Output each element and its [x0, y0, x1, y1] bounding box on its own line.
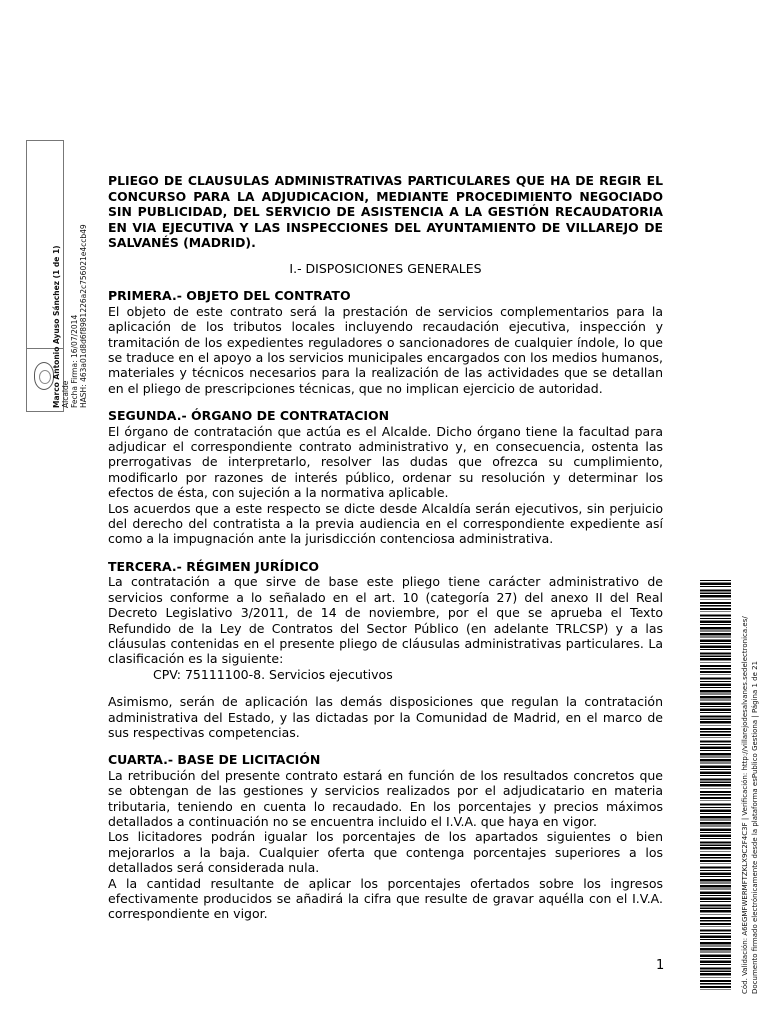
signature-stamp-text: [52, 142, 88, 408]
barcode-icon: [700, 580, 731, 992]
clause-paragraph: Asimismo, serán de aplicación las demás disposiciones que regulan la contratación administrativa del Estado, y las dictadas por la Comunidad de Madrid, en el marco de sus respectivas competencias.: [108, 694, 663, 740]
clause-paragraph: Los acuerdos que a este respecto se dicte desde Alcaldía serán ejecutivos, sin perjuicio del derecho del contratista a la previa audiencia en el correspondiente expediente así como a la impugnación ante la jurisdicción contenciosa administrativa.: [108, 500, 663, 547]
municipal-seal-icon: [34, 362, 54, 390]
clause-paragraph: La contratación a que sirve de base este pliego tiene carácter administrativo de servicios conforme a lo señalado en el art. 10 (categoría 27) del anexo II del Real Decreto Legislativo 3/2011, de 14 de noviembre, por el que se aprueba el Texto Refundido de la Ley de Contratos del Sector Público (en adelante TRLCSP) y a las cláusulas contenidas en el presente pliego de cláusulas administrativas particulares. La clasificación es la siguiente:: [108, 574, 663, 667]
document-body: [108, 173, 663, 922]
clause-heading-tercera: TERCERA.- RÉGIMEN JURÍDICO: [108, 558, 319, 574]
verification-line-1: Cód. Validación: A6EGMFWERMFTZKLX9C2F4C3F | Verificación: http://villarejodesalvanes.sedelectronica.es/: [741, 616, 749, 994]
cpv-code: CPV: 75111100-8. Servicios ejecutivos: [153, 666, 393, 682]
clause-heading-primera: PRIMERA.- OBJETO DEL CONTRATO: [108, 288, 351, 304]
signer-role: Alcalde: [61, 380, 70, 408]
signer-name: Marco Antonio Ayuso Sánchez (1 de 1): [52, 245, 61, 408]
clause-paragraph: Los licitadores podrán igualar los porcentajes de los apartados siguientes o bien mejorarlos a la baja. Cualquier oferta que contenga porcentajes superiores a los detallados será considerada nula.: [108, 829, 663, 876]
clause-paragraph: La retribución del presente contrato estará en función de los resultados concretos que se obtengan de las gestiones y servicios realizados por el adjudicatario en materia tributaria, teniendo en cuenta lo recaudado. En los porcentajes y precios máximos detallados a continuación no se encuentra incluido el I.V.A. que haya en vigor.: [108, 767, 663, 829]
clause-paragraph: A la cantidad resultante de aplicar los porcentajes ofertados sobre los ingresos efectivamente producidos se añadirá la cifra que resulte de gravar aquélla con el I.V.A. correspondiente en vigor.: [108, 875, 663, 922]
verification-text: [741, 580, 765, 994]
sign-date: Fecha Firma: 16/07/2014: [70, 314, 79, 408]
section-heading: I.- DISPOSICIONES GENERALES: [289, 260, 482, 276]
clause-heading-cuarta: CUARTA.- BASE DE LICITACIÓN: [108, 752, 321, 768]
clause-paragraph: El objeto de este contrato será la prestación de servicios complementarios para la aplicación de los tributos locales incluyendo recaudación ejecutiva, inspección y tramitación de los expedientes reguladores o sancionadores de cualquier índole, lo que se traduce en el apoyo a los servicios municipales encargados con los medios humanos, materiales y técnicos necesarios para la realización de las actividades que se detallan en el pliego de prescripciones técnicas, que no implican ejercicio de autoridad.: [108, 303, 663, 396]
clause-paragraph: El órgano de contratación que actúa es el Alcalde. Dicho órgano tiene la facultad para adjudicar el correspondiente contrato administrativo y, en consecuencia, ostenta las prerrogativas de interpretarlo, resolver las dudas que ofrezca su cumplimiento, modificarlo por razones de interés público, ordenar su resolución y determinar los efectos de ésta, con sujeción a la normativa aplicable.: [108, 423, 663, 501]
document-title: PLIEGO DE CLAUSULAS ADMINISTRATIVAS PARTICULARES QUE HA DE REGIR EL CONCURSO PARA LA ADJUDICACION, MEDIANTE PROCEDIMIENTO NEGOCIADO SIN PUBLICIDAD, DEL SERVICIO DE ASISTENCIA A LA GESTIÓN RECAUDATORIA EN VIA EJECUTIVA Y LAS INSPECCIONES DEL AYUNTAMIENTO DE VILLAREJO DE SALVANÉS (MADRID).: [108, 173, 663, 251]
sign-hash: HASH: 463a01d8d6f8981226a2c756021e4ccb49: [79, 224, 88, 408]
verification-line-2: Documento firmado electrónicamente desde la plataforma esPublico Gestiona | Página 1 de 21: [750, 660, 759, 994]
clause-heading-segunda: SEGUNDA.- ÓRGANO DE CONTRATACION: [108, 408, 390, 424]
page-number: 1: [656, 958, 665, 973]
